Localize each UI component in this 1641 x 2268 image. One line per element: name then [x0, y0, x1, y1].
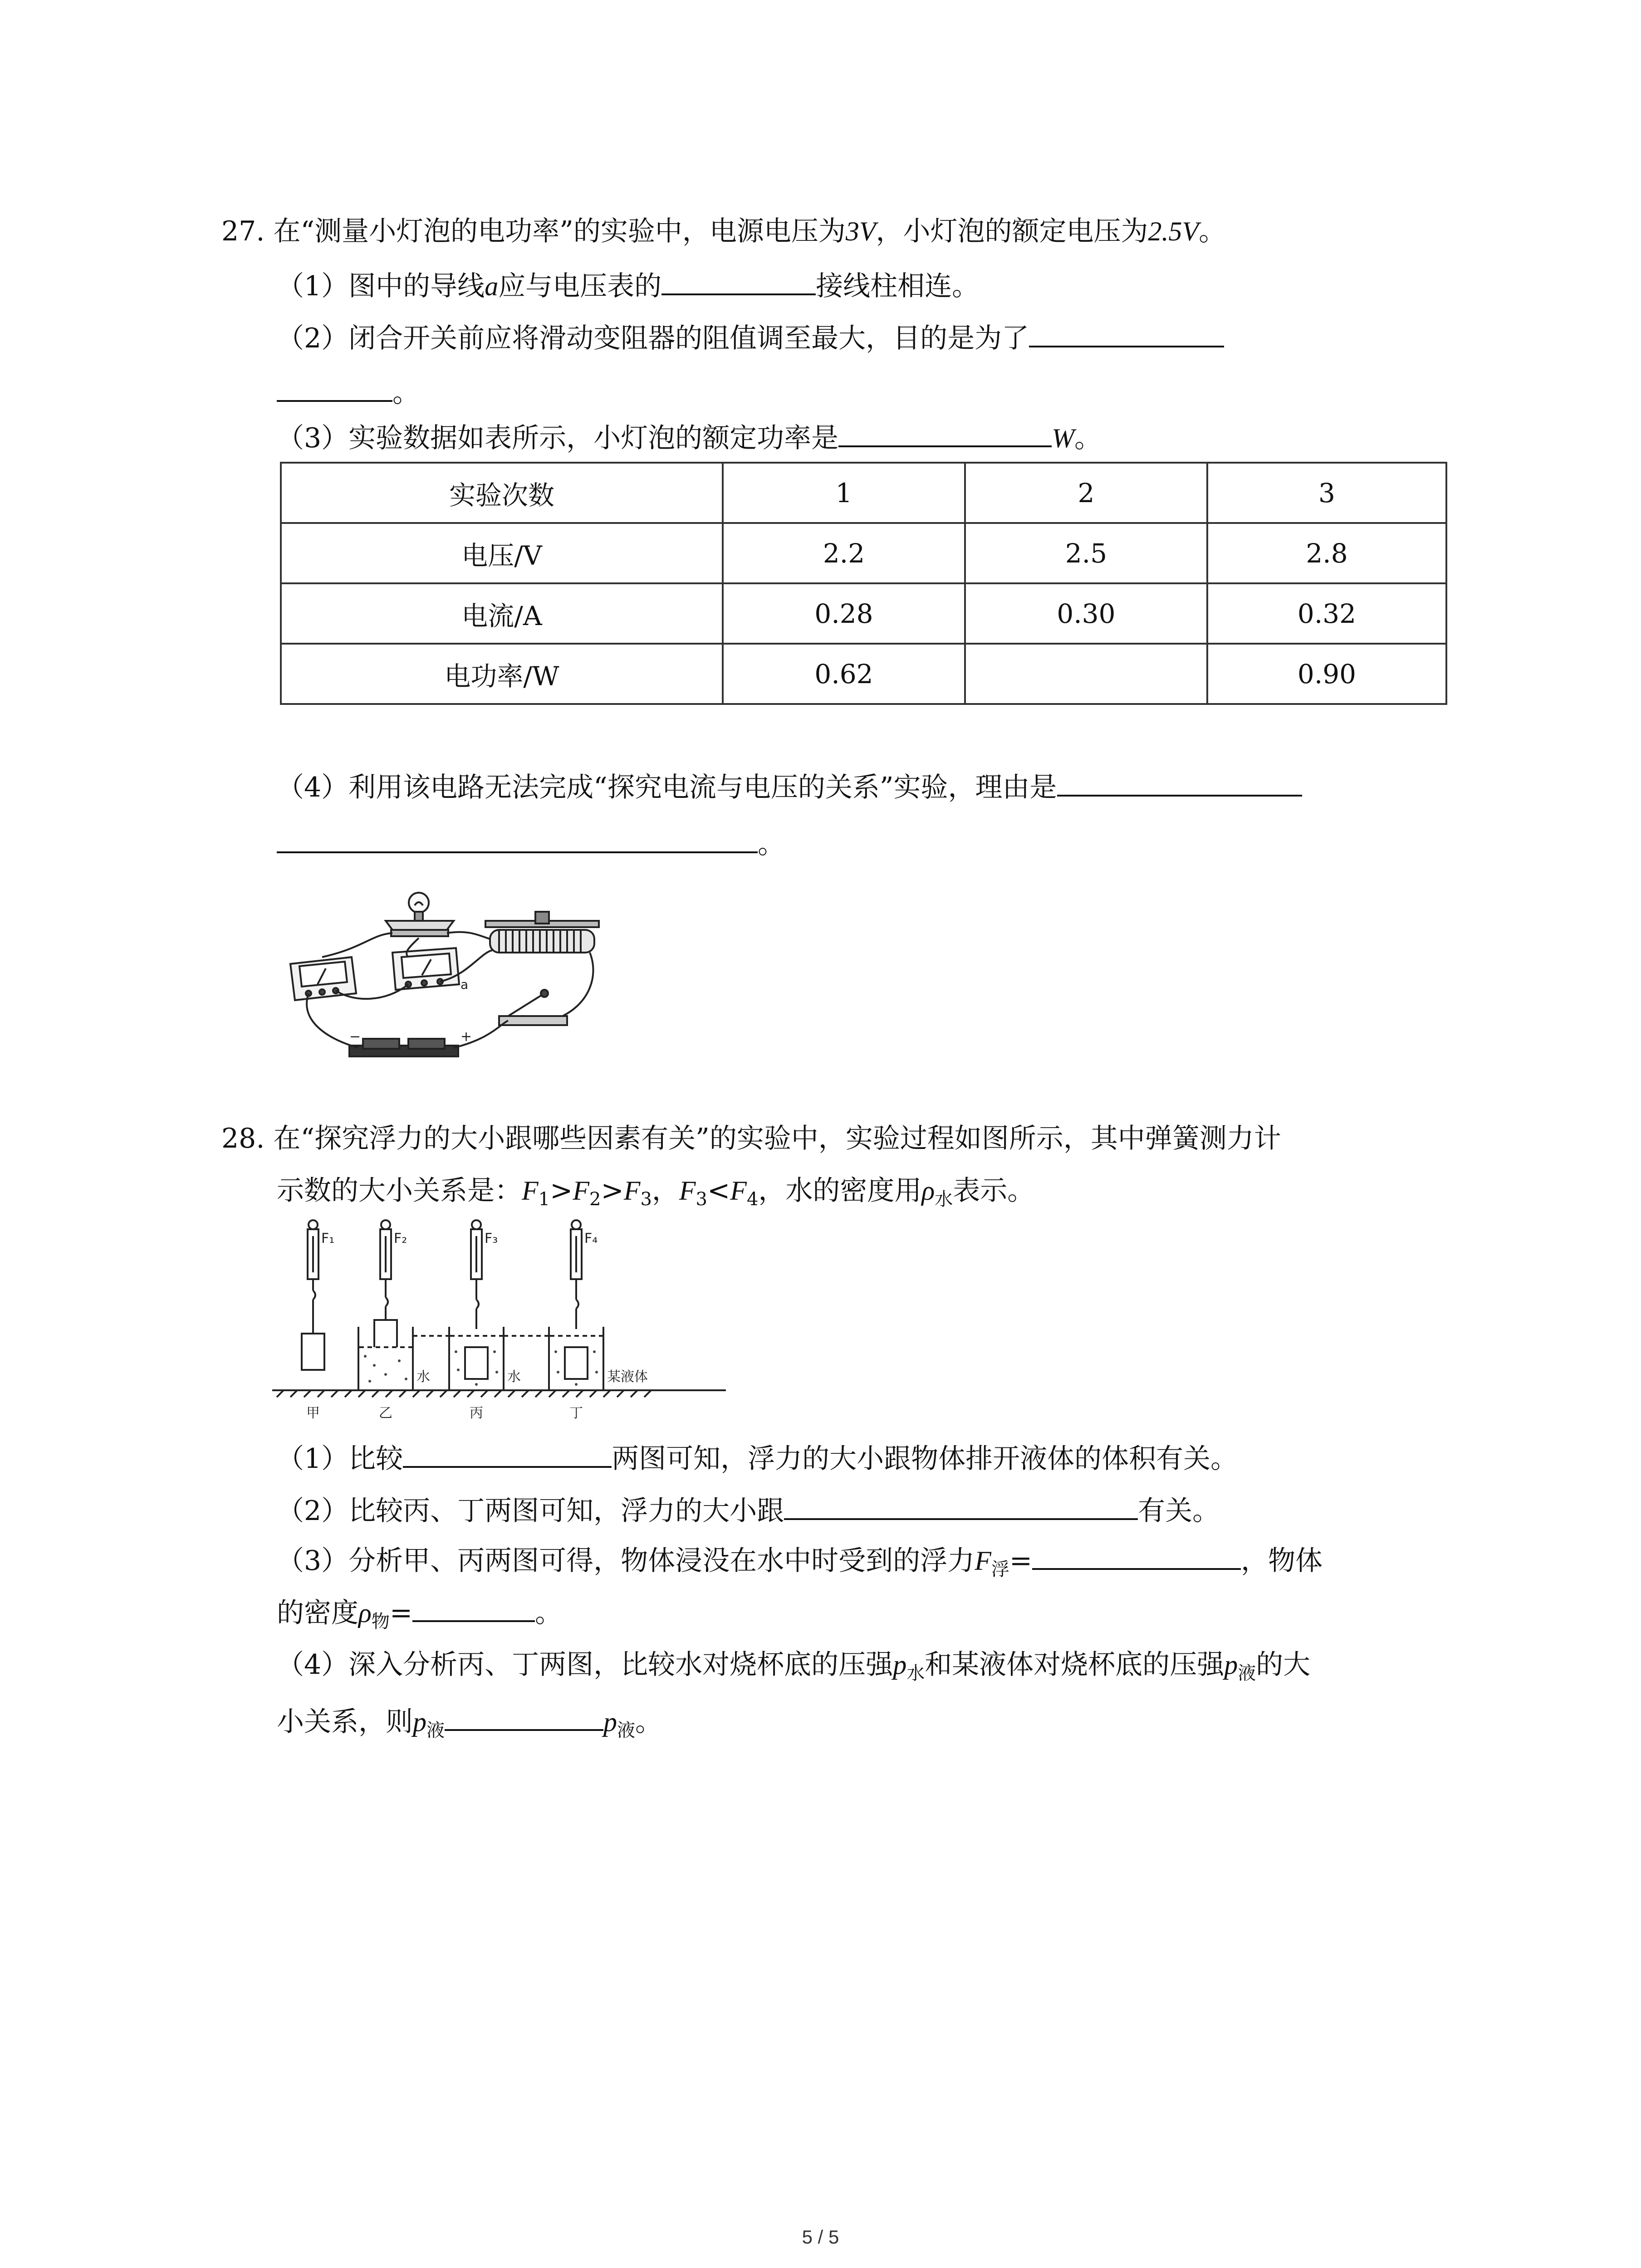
- label-f3: F₃: [485, 1231, 498, 1246]
- q28-stem-line1: 28. 在“探究浮力的大小跟哪些因素有关”的实验中，实验过程如图所示，其中弹簧测力计: [221, 1123, 1281, 1154]
- page-number: 5 / 5: [802, 2226, 839, 2248]
- q27-stem: 27. 在“测量小灯泡的电功率”的实验中，电源电压为3V，小灯泡的额定电压为2.5V。: [221, 215, 1226, 247]
- table-cell: 0.62: [723, 644, 965, 704]
- label-f1: F₁: [321, 1231, 335, 1246]
- q28-part4: （4）深入分析丙、丁两图，比较水对烧杯底的压强$p_水$和某液体对烧杯底的压强$p_液$的大: [277, 1649, 1311, 1684]
- table-cell: 2.2: [723, 523, 965, 583]
- table-row: [281, 583, 1446, 644]
- label-water-yi: 水: [416, 1369, 430, 1385]
- label-jia: 甲: [306, 1405, 320, 1421]
- label-liquid-ding: 某液体: [607, 1369, 648, 1385]
- q27-part2: （2）闭合开关前应将滑动变阻器的阻值调至最大，目的是为了: [277, 318, 1224, 357]
- label-f4: F₄: [584, 1231, 598, 1246]
- table-cell: 电流/A: [281, 583, 723, 644]
- answer-blank-27-2a[interactable]: [1029, 318, 1224, 347]
- answer-blank-28-3a[interactable]: [1032, 1540, 1241, 1570]
- q28-part1: （1）比较 两图可知，浮力的大小跟物体排开液体的体积有关。: [277, 1438, 1238, 1477]
- table-row: [281, 523, 1446, 583]
- table-header-cell: 2: [965, 463, 1207, 523]
- label-water-bing: 水: [507, 1369, 521, 1385]
- label-yi: 乙: [379, 1405, 392, 1421]
- q28-part4-cont: 小关系，则$p_液$ $p_液$。: [277, 1701, 662, 1749]
- table-cell: 0.90: [1207, 644, 1446, 704]
- answer-blank-28-2[interactable]: [784, 1490, 1138, 1520]
- table-cell-empty[interactable]: [965, 644, 1207, 704]
- answer-blank-28-1[interactable]: [403, 1438, 612, 1468]
- q27-part3: （3）实验数据如表所示，小灯泡的额定功率是 W。: [277, 417, 1102, 456]
- table-cell: 0.28: [723, 583, 965, 644]
- label-bing: 丙: [470, 1405, 483, 1421]
- buoyancy-diagram: [272, 1216, 735, 1429]
- table-cell: 2.5: [965, 523, 1207, 583]
- table-cell: 0.32: [1207, 583, 1446, 644]
- q28-part2: （2）比较丙、丁两图可知，浮力的大小跟 有关。: [277, 1490, 1220, 1529]
- table-header-cell: 1: [723, 463, 965, 523]
- table-row: [281, 463, 1446, 523]
- q27-part1: （1）图中的导线a应与电压表的 接线柱相连。: [277, 265, 979, 304]
- battery-minus-label: −: [349, 1029, 361, 1045]
- circuit-diagram: [272, 885, 644, 1075]
- q27-part2-cont: 。: [277, 372, 420, 411]
- q27-part4: （4）利用该电路无法完成“探究电流与电压的关系”实验，理由是: [277, 767, 1302, 806]
- answer-blank-28-3b[interactable]: [412, 1592, 535, 1622]
- answer-blank-27-4a[interactable]: [1057, 767, 1302, 797]
- label-f2: F₂: [394, 1231, 407, 1246]
- q28-number: 28.: [221, 1123, 265, 1154]
- table-header-cell: 实验次数: [281, 463, 723, 523]
- q27-part4-cont: 。: [277, 823, 785, 862]
- battery-plus-label: +: [460, 1029, 472, 1045]
- table-cell: 电压/V: [281, 523, 723, 583]
- table-row: [281, 644, 1446, 704]
- circuit-label-a: a: [460, 977, 469, 992]
- q28-part3: （3）分析甲、丙两图可得，物体浸没在水中时受到的浮力$F_浮=$ ，物体: [277, 1540, 1323, 1588]
- answer-blank-27-2b[interactable]: [277, 372, 392, 402]
- data-table: [280, 462, 1447, 705]
- table-cell: 2.8: [1207, 523, 1446, 583]
- q28-part3-cont: 的密度$\rho_物=$ 。: [277, 1592, 562, 1640]
- table-cell: 0.30: [965, 583, 1207, 644]
- answer-blank-28-4[interactable]: [445, 1701, 603, 1731]
- table-cell: 电功率/W: [281, 644, 723, 704]
- answer-blank-27-3[interactable]: [838, 417, 1052, 447]
- table-header-cell: 3: [1207, 463, 1446, 523]
- answer-blank-27-1[interactable]: [661, 265, 816, 295]
- label-ding: 丁: [569, 1405, 583, 1421]
- answer-blank-27-4b[interactable]: [277, 823, 758, 853]
- q27-number: 27.: [221, 215, 265, 247]
- q28-stem-line2: 示数的大小关系是：$F_1>F_2>F_3$，$F_3<F_4$，水的密度用$\rho_水$表示。: [277, 1175, 1035, 1210]
